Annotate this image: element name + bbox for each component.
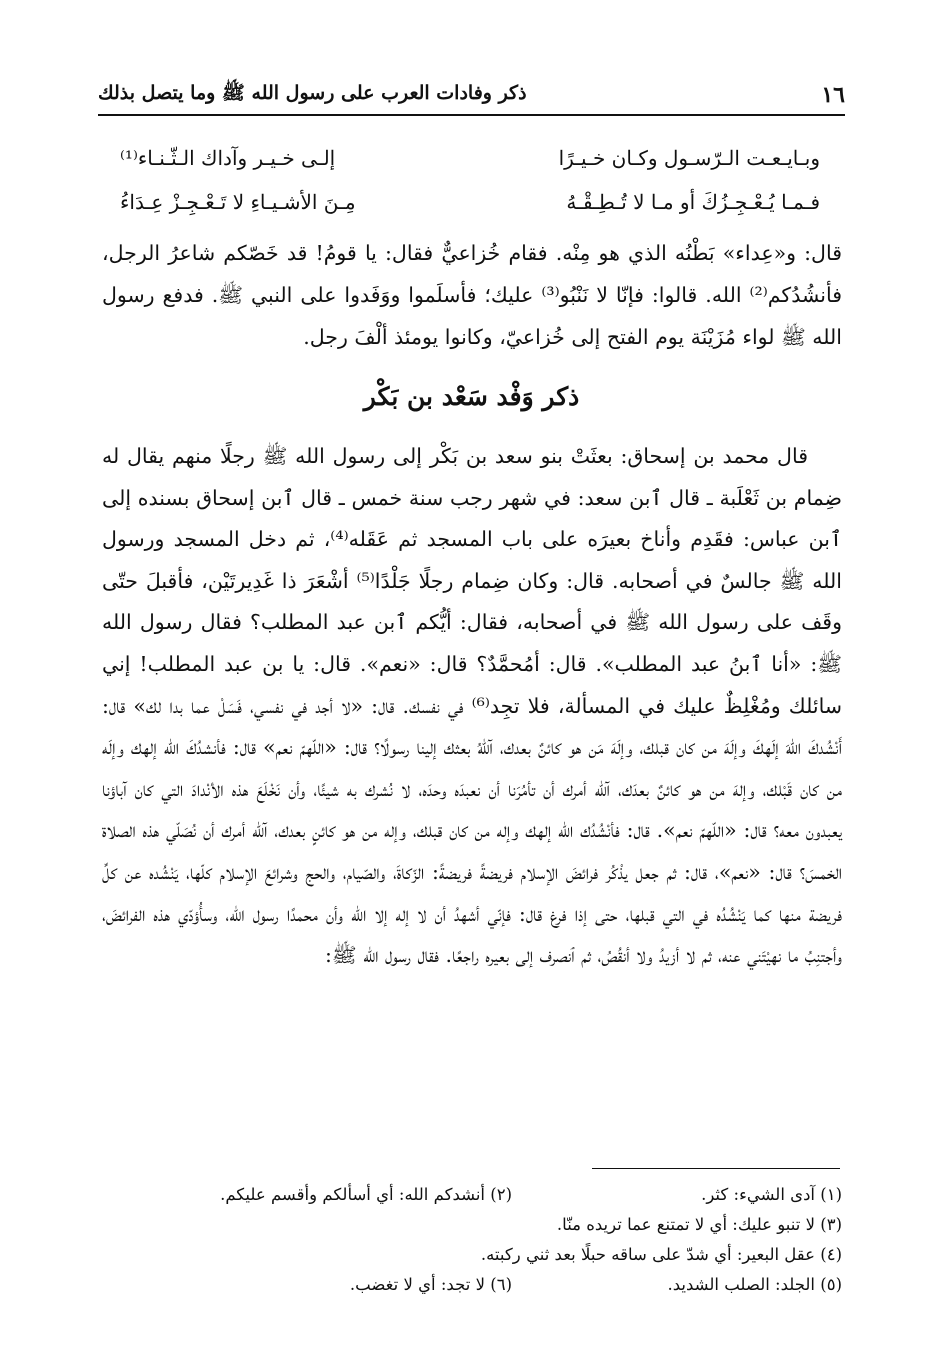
verse-first-hemistich: وبـايـعـت الـرّسـول وكـان خـيـرًا [558,146,820,170]
footnote-row [120,1180,842,1210]
poem-verse [120,182,820,222]
header-rule [98,114,845,116]
footnote-separator [592,1168,840,1169]
page-number: ١٦ [821,82,845,108]
paragraph: قال محمد بن إسحاق: بعثَتْ بنو سعد بن بَكْر إلى رسول الله ﷺ رجلًا منهم يقال له ضِمام بن ثَعْلَبة ـ قال ٱبن سعد: في شهر رجب سنة خمس ـ قال ٱبن إسحاق بسنده إلى ٱبن عباس: فقَدِم وأناخ بعيرَه على باب المسجد ثم عَقَله⁽⁴⁾، ثم دخل المسجد ورسول الله ﷺ جالسٌ في أصحابه. قال: وكان ضِمام رجلًا جَلْدًا⁽⁵⁾ أشْعَرَ ذا غَدِيرتَيْن، فأقبلَ حتّى وقَف على رسول الله ﷺ في أصحابه، فقال: أيُّكم ٱبن عبد المطلب؟ فقال رسول الله ﷺ: «أنا ٱبنُ عبد المطلب». قال: أمُحمَّدٌ؟ قال: «نعم». قال: يا بن عبد المطلب! إني سائلك ومُغْلِظٌ عليك في المسألة، فلا تجِد⁽⁶⁾ في نفسك. قال: «لا أجد في نفسي، فَسَلْ عما بدا لك» قال: أَنْشُدكَ اللّهَ إلَهكَ وإلَهَ من كان قبلك، وإلَهَ مَن هو كائنٌ بعدك، آللّهُ بعثك إلينا رسولًا؟ قال: «اللّهمّ نعم» قال: فأنشدُكَ الله إلهك وإلَه من كان قَبْلك، وإلهَ من هو كائنٌ بعدَك، آلله أمرك أن تأمُرَنا أن نعبدَه وحدَه، لا نُشرك به شيئًا، وأن نَخْلَعَ هذه الأنْدادَ التي كان آباؤنا يعبدون معه؟ قال: «اللّهمّ نعم». قال: فأنْشُدُك الله إلهك وإله من كان قبلك، وإله من هو كائنٍ بعدك، آلله أمرك أن نُصَلّي هذه الصلاة الخمسَ؟ قال: «نعم»، قال: ثم جعل يذْكُر فرائضَ الإسلام فريضةً فريضةً: الزّكاةَ، والصّيام، والحج وشرائعَ الإسلام كلّها، يَنْشُده عن كلِّ فريضة منها كما يَنْشُدُه في التي قبلها، حتى إذا فرغ قال: فإنّي أشهدُ أن لا إله إلا الله وأن محمدًا رسول الله، وسأُؤدّي هذه الفرائضَ، وأجتنِبُ ما نهيْتَني عنه، ثم لا أزيدُ ولا أنقُصُ، ثم ٱنصرف إلى بعيره راجعًا. فقال رسول الله ﷺ: [102,444,842,968]
verse-second-hemistich: مِـنَ الأشـيـاءِ لا تَـعْـجِـزْ عِـدَاءُ [120,190,356,214]
footnote-row [120,1270,842,1300]
footnote: (٤) عقل البعير: أي شدّ على ساقه حبلًا بعد ثني ركبته. [480,1245,842,1264]
footnote-row [120,1210,842,1240]
footnote-row [120,1240,842,1270]
page-header [98,80,845,110]
footnotes [120,1180,842,1300]
section-heading: ذكر وَفْد سَعْد بن بَكْر [363,382,580,411]
verse-second-hemistich: إلـى خـيـر وآداك الـثّـنـاء⁽¹⁾ [120,146,336,170]
paragraph: قال: و«عِداء» بَطْنُه الذي هو مِنْه. فقام خُزاعيٌّ فقال: يا قومُ! قد خَصّكم شاعرُ الرجل، فأنشُدُكم⁽²⁾ الله. قالوا: فإنّا لا نَنْبُو⁽³⁾ عليك؛ فأسلَموا ووَفَدوا على النبي ﷺ. فدفع رسول الله ﷺ لواء مُزَيْنَة يوم الفتح إلى خُزاعيّ، وكانوا يومئذ ألْفَ رجل. [102,241,842,349]
footnote: (٢) أنشدكم الله: أي أسألكم وأقسم عليكم. [220,1185,512,1204]
poem-verse [120,138,820,178]
verse-first-hemistich: فـمـا يُـعْـجِـزُكَ أو مـا لا تُـطِـقْـهُ [566,190,820,214]
footnote: (١) آدى الشيء: كثر. [701,1185,842,1204]
footnote: (٥) الجلد: الصلب الشديد. [667,1275,842,1294]
running-title: ذكر وفادات العرب على رسول الله ﷺ وما يتصل بذلك [98,82,527,104]
footnote: (٦) لا تجد: أي لا تغضب. [349,1275,512,1294]
footnote: (٣) لا تنبو عليك: أي لا تمتنع عما تريده منّا. [556,1215,842,1234]
